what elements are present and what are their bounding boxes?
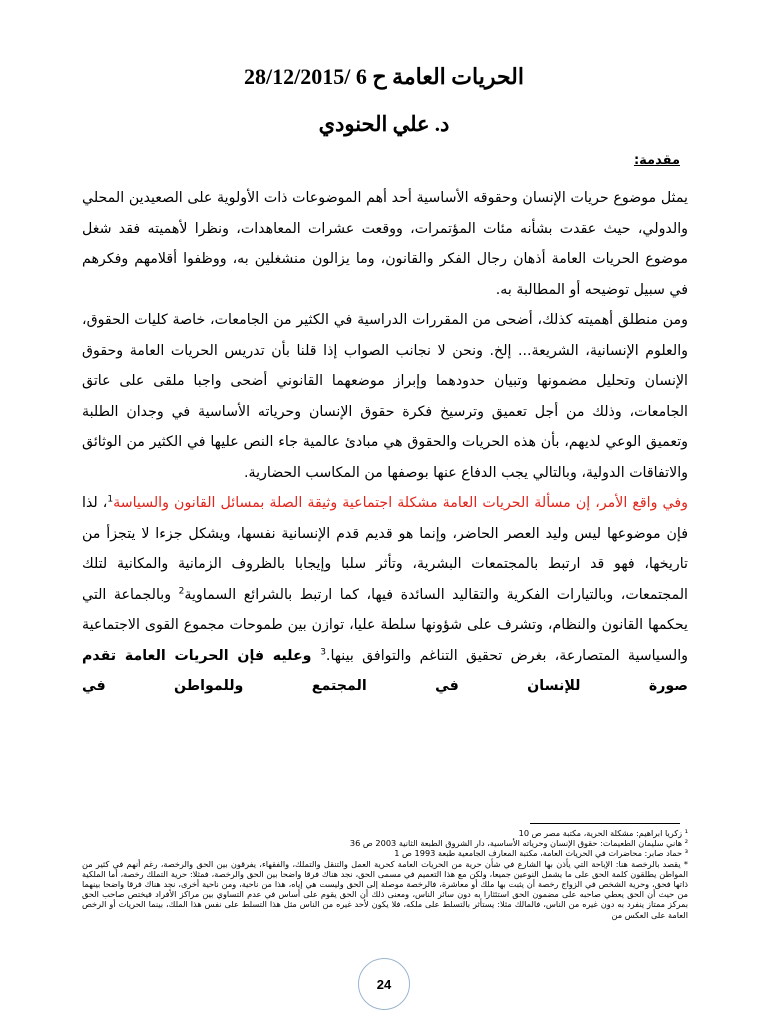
- footnote-item: * يقصد بالرخصة هنا: الإباحة التي يأذن بها الشارع في شأن حرية من الحريات العامة كحرية العمل والتنقل والتملك، والفقهاء، يفرقون بين الحق والرخصة، رغم أنهم في كثير من المواطن يطلقون كلمة الحق على ما يشمل النوعين جميعا، ولكن مع هذا التعميم في مسمى الحق، نجد هناك فرقا واضحا بين الحق والرخصة، فمثلا: حرية التملك رخصة، أما الملكية ذاتها فحق، وحرية الشخص في الزواج رخصة أن يثبت بها ملك أو معاشرة، فالرخصة موصلة إلى الحق وليست هي إياه، هذا من ناحية، ومن ناحية أخرى، نجد هناك فرقا واضحا بينهما من حيث أن الحق يعطي صاحبه على مضمون الحق استئثارا به دون سائر الناس، ومعنى ذلك أن الحق يقوم على أساس في عدم التساوي بين مراكز الأفراد فيختص صاحب الحق بمركز ممتاز ينفرد به دون غيره من الناس، فالمالك مثلا: يستأثر بالتسلط على ملكه، فلا يكون لأحد غيره من الناس مثل هذا التسلط على نفس هذا الملك، بينما الحريات أو الرخص العامة على العكس من: [82, 858, 688, 920]
- footnote-item: ³ حماد صابر: محاضرات في الحريات العامة، مكتبة المعارف الجامعية طبعة 1993 ص 1: [394, 848, 688, 859]
- highlighted-phrase: وفي واقع الأمر، إن مسألة الحريات العامة مشكلة اجتماعية وثيقة الصلة بمسائل القانون والسياسة: [113, 495, 688, 511]
- paragraph-1: يمثل موضوع حريات الإنسان وحقوقه الأساسية أحد أهم الموضوعات ذات الأولوية على الصعيدين المحلي والدولي، حيث عقدت بشأنه مئات المؤتمرات، ووقعت عشرات المعاهدات، ونظرا لأهميته فقد شغل موضوع الحريات العامة أذهان رجال الفكر والقانون، وما يزالون منشغلين به، ووظفوا أقلامهم وفكرهم في سبيل توضيحه أو المطالبة به.: [82, 190, 688, 298]
- paragraph-3: وفي واقع الأمر، إن مسألة الحريات العامة مشكلة اجتماعية وثيقة الصلة بمسائل القانون والسياسة$^1$، لذا فإن موضوعها ليس وليد العصر الحاضر، وإنما هو قديم قدم الإنسانية نفسها، ويشكل جزءا لا يتجزأ من تاريخها، فهو قد ارتبط بالمجتمعات البشرية، وتأثر سلبا وإيجابا بالظروف الزمانية والمكانية لتلك المجتمعات، وبالتيارات الفكرية والتقاليد السائدة فيها، كما ارتبط بالشرائع السماوية$^2$ وبالجماعة التي يحكمها القانون والنظام، وتشرف على شؤونها سلطة عليا، توازن بين طموحات مجموع القوى الاجتماعية والسياسية المتصارعة، بغرض تحقيق التناغم والتوافق بينها.$^3$ وعليه فإن الحريات العامة تقدم صورة للإنسان في المجتمع وللمواطن في: [82, 494, 688, 694]
- paragraph-3-text-b: وبالجماعة التي يحكمها القانون والنظام، وتشرف على شؤونها سلطة عليا، توازن بين طموحات مجموع القوى الاجتماعية والسياسية المتصارعة، بغرض تحقيق التناغم والتوافق بينها: [82, 586, 688, 664]
- footnote-ref-1[interactable]: 1: [107, 494, 114, 505]
- paragraph-2: ومن منطلق أهميته كذلك، أضحى من المقررات الدراسية في الكثير من الجامعات، خاصة كليات الحقوق، والعلوم الإنسانية، الشريعة... إلخ. ونحن لا نجانب الصواب إذا قلنا بأن تدريس الحريات العامة وحقوق الإنسان وتحليل مضمونها وتبيان حدودهما وإبراز موضعهما القانوني أضحى واجبا ملقى على عاتق الجامعات، وذلك من أجل تعميق وترسيخ فكرة حقوق الإنسان وحرياته الأساسية في وجدان الطلبة وتعميق الوعي لديهم، بأن هذه الحريات والحقوق هي مبادئ عالمية جاء النص عليها في الكثير من الوثائق والاتفاقات الدولية، وبالتالي يجب الدفاع عنها بوصفها من المكاسب الحضارية.: [82, 312, 688, 481]
- footnote-item: ¹ زكريا ابراهيم: مشكلة الحرية، مكتبة مصر ص 10: [518, 828, 688, 838]
- page-title: الحريات العامة ح 6 /28/12/2015: [244, 64, 524, 89]
- page-number-badge: 24: [358, 958, 410, 1010]
- author-name: د. علي الحنودي: [318, 112, 450, 136]
- footnotes: [82, 828, 688, 920]
- section-heading: مقدمة:: [633, 153, 680, 168]
- paragraph-3-text-a: ، لذا فإن موضوعها ليس وليد العصر الحاضر، وإنما هو قديم قدم الإنسانية نفسها، ويشكل جزءا لا يتجزأ من تاريخها، فهو قد ارتبط بالمجتمعات البشرية، وتأثر سلبا وإيجابا بالظروف الزمانية والمكانية لتلك المجتمعات، وبالتيارات الفكرية والتقاليد السائدة فيها، كما ارتبط بالشرائع السماوية: [82, 495, 688, 603]
- footnote-divider: [530, 823, 680, 824]
- body-text: [82, 183, 688, 702]
- footnote-ref-3[interactable]: 3: [320, 646, 326, 657]
- footnote-ref-2[interactable]: 2: [178, 585, 185, 596]
- bold-phrase: وعليه فإن الحريات العامة تقدم صورة للإنسان في المجتمع وللمواطن في: [82, 647, 688, 694]
- footnote-item: ² هاني سليمان الطعيمات: حقوق الإنسان وحرياته الأساسية، دار الشروق الطبعة الثانية 2003 ص 36: [349, 838, 688, 849]
